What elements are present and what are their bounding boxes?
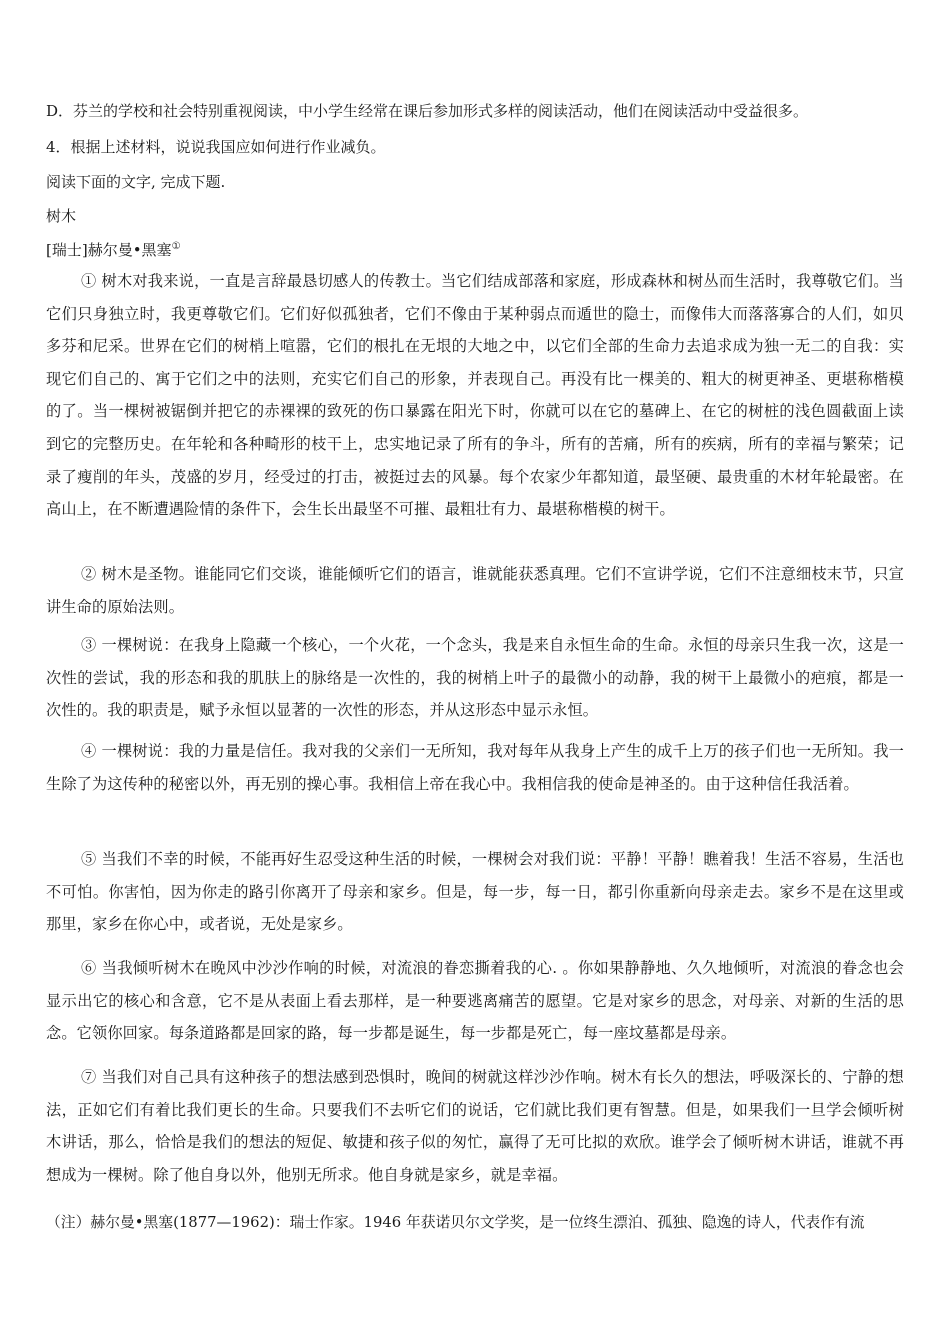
paragraph-1: ① 树木对我来说，一直是言辞最恳切感人的传教士。当它们结成部落和家庭，形成森林和树丛而生活时，我尊敬它们。当它们只身独立时，我更尊敬它们。它们好似孤独者，它们不像由于某种弱点而遁世的隐士，而像伟大而落落寡合的人们，如贝多芬和尼采。世界在它们的树梢上喧嚣，它们的根扎在无垠的大地之中，以它们全部的生命力去追求成为独一无二的自我：实现它们自己的、寓于它们之中的法则，充实它们自己的形象，并表现自己。再没有比一棵美的、粗大的树更神圣、更堪称楷模的了。当一棵树被锯倒并把它的赤裸裸的致死的伤口暴露在阳光下时，你就可以在它的墓碑上、在它的树桩的浅色圆截面上读到它的完整历史。在年轮和各种畸形的枝干上，忠实地记录了所有的争斗，所有的苦痛，所有的疾病，所有的幸福与繁荣；记录了瘦削的年头，茂盛的岁月，经受过的打击，被挺过去的风暴。每个农家少年都知道，最坚硬、最贵重的木材年轮最密。在高山上，在不断遭遇险情的条件下，会生长出最坚不可摧、最粗壮有力、最堪称楷模的树干。 — [46, 272, 904, 519]
footnote: （注）赫尔曼•黑塞(1877—1962)：瑞士作家。1946 年获诺贝尔文学奖，是一位终生漂泊、孤独、隐逸的诗人，代表作有流 — [46, 1214, 865, 1231]
paragraph-5: ⑤ 当我们不幸的时候，不能再好生忍受这种生活的时候，一棵树会对我们说：平静！平静！瞧着我！生活不容易，生活也不可怕。你害怕，因为你走的路引你离开了母亲和家乡。但是，每一步，每一日，都引你重新向母亲走去。家乡不是在这里或那里，家乡在你心中，或者说，无处是家乡。 — [46, 850, 904, 934]
article-title: 树木 — [46, 207, 77, 225]
question-4: 4．根据上述材料，说说我国应如何进行作业减负。 — [46, 138, 386, 156]
author-name: [瑞士]赫尔曼•黑塞 — [46, 241, 172, 259]
paragraph-2: ② 树木是圣物。谁能同它们交谈，谁能倾听它们的语言，谁就能获悉真理。它们不宣讲学说，它们不注意细枝末节，只宣讲生命的原始法则。 — [46, 565, 904, 616]
article-author — [46, 240, 181, 260]
paragraph-3: ③ 一棵树说：在我身上隐藏一个核心，一个火花，一个念头，我是来自永恒生命的生命。永恒的母亲只生我一次，这是一次性的尝试，我的形态和我的肌肤上的脉络是一次性的，我的树梢上叶子的最微小的动静，我的树干上最微小的疤痕，都是一次性的。我的职责是，赋予永恒以显著的一次性的形态，并从这形态中显示永恒。 — [46, 636, 904, 720]
paragraph-7: ⑦ 当我们对自己具有这种孩子的想法感到恐惧时，晚间的树就这样沙沙作响。树木有长久的想法，呼吸深长的、宁静的想法，正如它们有着比我们更长的生命。只要我们不去听它们的说话，它们就比我们更有智慧。但是，如果我们一旦学会倾听树木讲话，那么，恰恰是我们的想法的短促、敏捷和孩子似的匆忙，赢得了无可比拟的欢欣。谁学会了倾听树木讲话，谁就不再想成为一棵树。除了他自身以外，他别无所求。他自身就是家乡，就是幸福。 — [46, 1068, 904, 1184]
paragraph-4: ④ 一棵树说：我的力量是信任。我对我的父亲们一无所知，我对每年从我身上产生的成千上万的孩子们也一无所知。我一生除了为这传种的秘密以外，再无别的操心事。我相信上帝在我心中。我相信我的使命是神圣的。由于这种信任我活着。 — [46, 742, 904, 793]
option-d: D．芬兰的学校和社会特别重视阅读，中小学生经常在课后参加形式多样的阅读活动，他们在阅读活动中受益很多。 — [46, 102, 809, 120]
author-footnote-mark: ① — [171, 241, 181, 252]
reading-instruction: 阅读下面的文字, 完成下题. — [46, 173, 226, 191]
paragraph-6: ⑥ 当我倾听树木在晚风中沙沙作响的时候，对流浪的眷恋撕着我的心. 。你如果静静地、久久地倾听，对流浪的眷念也会显示出它的核心和含意，它不是从表面上看去那样，是一种要逃离痛苦的愿望。它是对家乡的思念，对母亲、对新的生活的思念。它领你回家。每条道路都是回家的路，每一步都是诞生，每一步都是死亡，每一座坟墓都是母亲。 — [46, 959, 904, 1043]
